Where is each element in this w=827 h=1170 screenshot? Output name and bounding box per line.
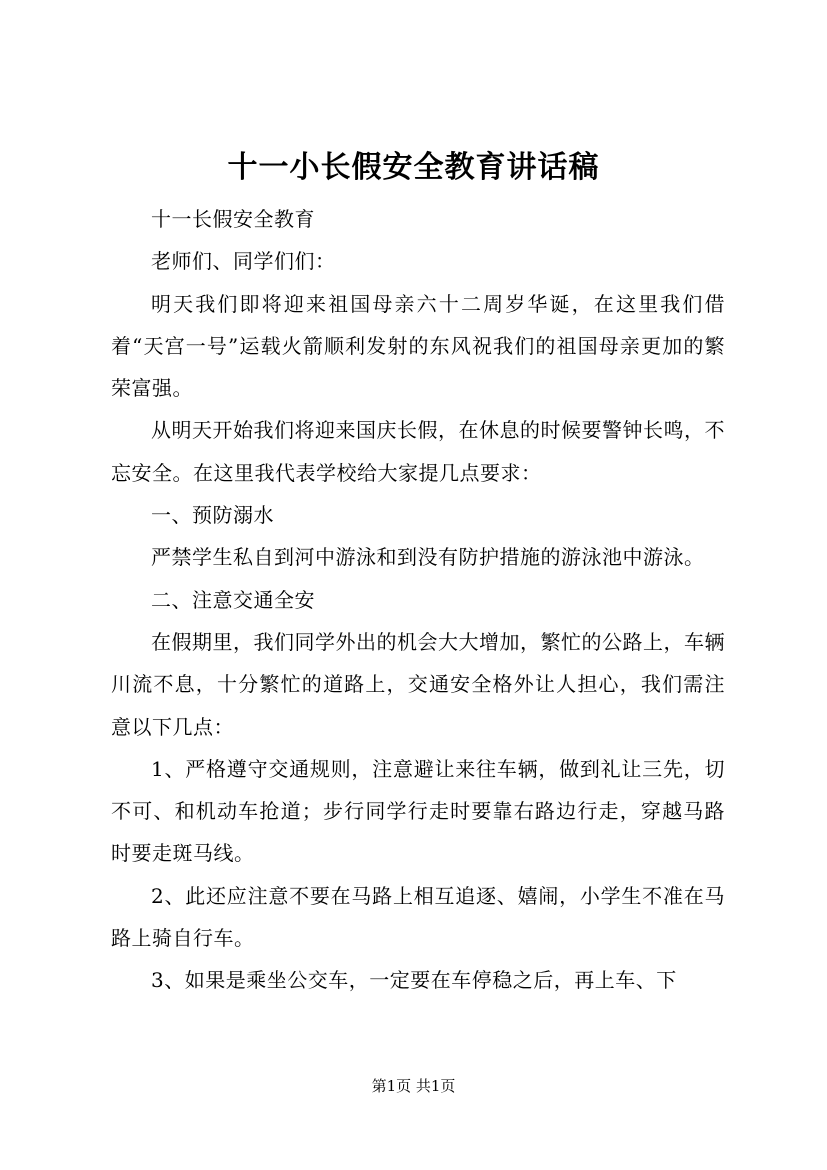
paragraph: 1、严格遵守交通规则，注意避让来往车辆，做到礼让三先，切不可、和机动车抢道；步行同学行走时要靠右路边行走，穿越马路时要走斑马线。 <box>111 756 725 866</box>
paragraph: 在假期里，我们同学外出的机会大大增加，繁忙的公路上，车辆川流不息，十分繁忙的道路上，交通安全格外让人担心，我们需注意以下几点： <box>111 629 725 739</box>
paragraph: 从明天开始我们将迎来国庆长假，在休息的时候要警钟长鸣，不忘安全。在这里我代表学校给大家提几点要求： <box>111 418 725 485</box>
paragraph: 十一长假安全教育 <box>151 207 315 231</box>
paragraph: 二、注意交通全安 <box>151 587 315 612</box>
document-body <box>111 198 725 1002</box>
paragraph: 严禁学生私自到河中游泳和到没有防护措施的游泳池中游泳。 <box>151 545 705 570</box>
paragraph: 2、此还应注意不要在马路上相互追逐、嬉闹，小学生不准在马路上骑自行车。 <box>111 883 725 951</box>
paragraph: 一、预防溺水 <box>151 503 274 528</box>
paragraph: 老师们、同学们们： <box>151 249 336 274</box>
document-title: 十一小长假安全教育讲话稿 <box>227 150 600 185</box>
paragraph: 3、如果是乘坐公交车，一定要在车停稳之后，再上车、下 <box>151 968 677 993</box>
page-footer: 第1页 共1页 <box>371 1077 456 1095</box>
paragraph: 明天我们即将迎来祖国母亲六十二周岁华诞，在这里我们借着“天宫一号”运载火箭顺利发射的东风祝我们的祖国母亲更加的繁荣富强。 <box>111 291 725 401</box>
